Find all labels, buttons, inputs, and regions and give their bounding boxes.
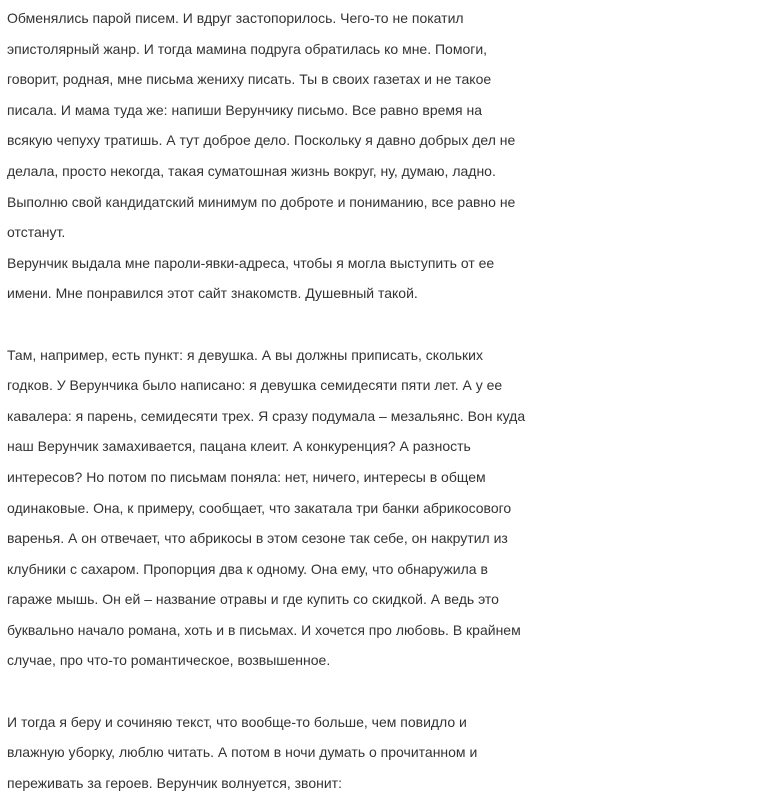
text-line: Обменялись парой писем. И вдруг застопорилось. Чего-то не покатил — [7, 10, 464, 26]
paragraph-gap — [7, 309, 773, 340]
text-line: эпистолярный жанр. И тогда мамина подруга обратилась ко мне. Помоги, — [7, 40, 488, 57]
text-line: всякую чепуху тратишь. А тут доброе дело. Поскольку я давно добрых дел не — [7, 132, 516, 149]
paragraph-gap — [7, 676, 773, 707]
paragraph-3 — [7, 340, 773, 677]
text-line: случае, про что-то романтическое, возвышенное. — [7, 652, 331, 669]
text-line: писала. И мама туда же: напиши Верунчику письмо. Все равно время на — [7, 101, 483, 118]
text-line: И тогда я беру и сочиняю текст, что вообще-то больше, чем повидло и — [7, 713, 467, 730]
text-line: влажную уборку, люблю читать. А потом в ночи думать о прочитанном и — [7, 744, 478, 761]
text-line: переживать за героев. Верунчик волнуется, звонит: — [7, 774, 342, 791]
text-line: годков. У Верунчика было написано: я девушка семидесяти пяти лет. А у ее — [7, 377, 503, 394]
text-line: отстанут. — [7, 224, 66, 241]
text-line: Верунчик выдала мне пароли-явки-адреса, чтобы я могла выступить от ее — [7, 254, 495, 271]
text-line: варенья. А он отвечает, что абрикосы в этом сезоне так себе, он накрутил из — [7, 530, 508, 547]
text-line: Выполню свой кандидатский минимум по доброте и пониманию, все равно не — [7, 193, 516, 210]
text-line: интересов? Но потом по письмам поняла: нет, ничего, интересы в общем — [7, 468, 486, 485]
text-line: делала, просто некогда, такая суматошная жизнь вокруг, ну, думаю, ладно. — [7, 162, 496, 179]
paragraph-4 — [7, 707, 773, 798]
text-line: имени. Мне понравился этот сайт знакомств. Душевный такой. — [7, 285, 418, 302]
text-line: говорит, родная, мне письма жениху писать. Ты в своих газетах и не такое — [7, 71, 492, 88]
text-line: наш Верунчик замахивается, пацана клеит. А конкуренция? А разность — [7, 438, 471, 455]
text-line: одинаковые. Она, к примеру, сообщает, что закатала три банки абрикосового — [7, 499, 512, 516]
text-line: клубники с сахаром. Пропорция два к одному. Она ему, что обнаружила в — [7, 560, 488, 577]
text-line: кавалера: я парень, семидесяти трех. Я сразу подумала – мезальянс. Вон куда — [7, 407, 526, 424]
paragraph-2 — [7, 248, 773, 309]
text-line: гараже мышь. Он ей – название отравы и где купить со скидкой. А ведь это — [7, 591, 499, 608]
text-line: буквально начало романа, хоть и в письмах. И хочется про любовь. В крайнем — [7, 621, 521, 638]
paragraph-1 — [7, 3, 773, 248]
text-line: Там, например, есть пункт: я девушка. А вы должны приписать, скольких — [7, 346, 483, 363]
